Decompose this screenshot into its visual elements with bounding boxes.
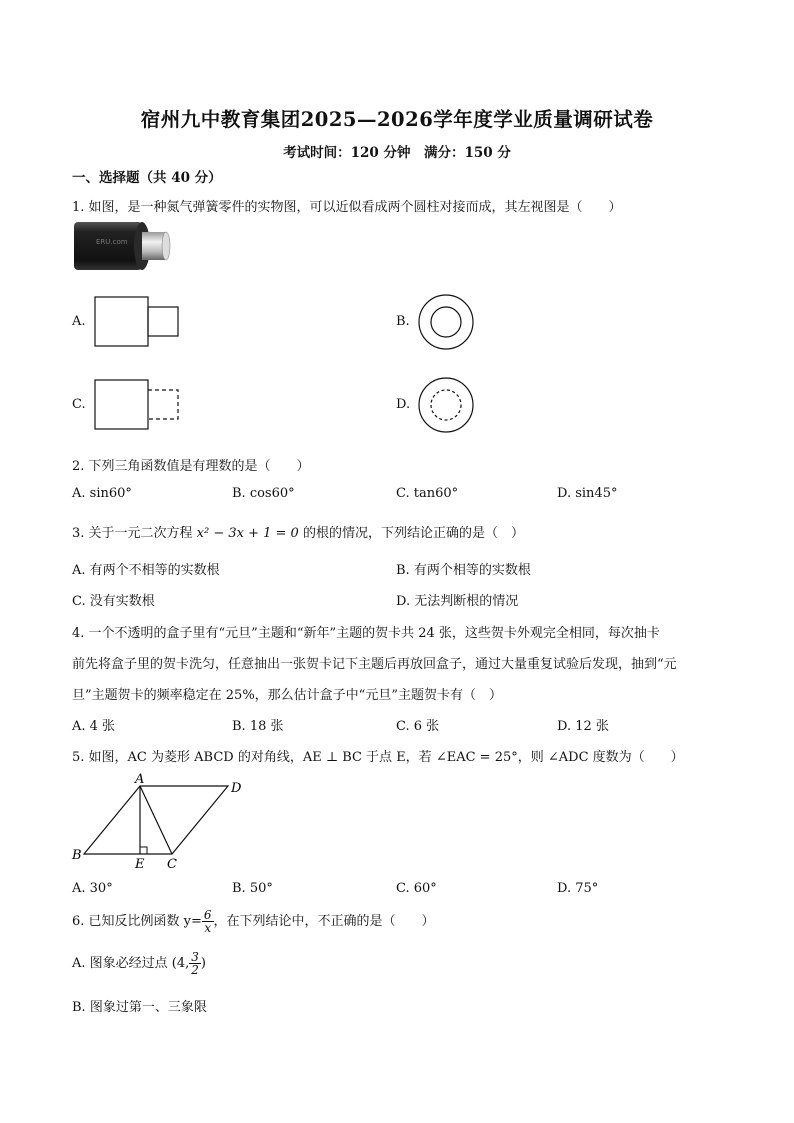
- q6-option-b: B. 图象过第一、三象限: [72, 1000, 207, 1015]
- q1-option-a-figure: [94, 296, 184, 348]
- q6-option-a-denominator: 2: [191, 963, 199, 977]
- q2-option-a: A. sin60°: [72, 486, 132, 501]
- q5-label-e: E: [135, 857, 145, 872]
- q5-option-d: D. 75°: [557, 881, 599, 896]
- q4-stem-line2: 前先将盒子里的贺卡洗匀，任意抽出一张贺卡记下主题后再放回盒子，通过大量重复试验后发现，抽到“元: [72, 657, 677, 672]
- q1-option-b-label: B.: [396, 314, 410, 329]
- q6-option-a: [72, 951, 206, 976]
- q6-fraction: [202, 909, 214, 934]
- q3-stem-post: 的根的情况，下列结论正确的是（ ）: [298, 526, 524, 541]
- q5-label-c: C: [167, 857, 177, 872]
- q1-photo-watermark: ERU.com: [96, 238, 128, 246]
- q1-option-b-figure: [418, 294, 474, 350]
- q4-stem-line3: 旦”主题贺卡的频率稳定在 25%，那么估计盒子中“元旦”主题贺卡有（ ）: [72, 688, 502, 703]
- q6-stem-post: ，在下列结论中，不正确的是（ ）: [213, 914, 435, 929]
- q2-option-c: C. tan60°: [396, 486, 459, 501]
- q3-option-a: A. 有两个不相等的实数根: [72, 563, 220, 578]
- q6-stem: [72, 909, 435, 934]
- q1-photo-big-cylinder: [74, 222, 142, 270]
- q2-option-b: B. cos60°: [232, 486, 295, 501]
- q3-option-b: B. 有两个相等的实数根: [396, 563, 531, 578]
- q5-label-d: D: [231, 781, 242, 796]
- q3-option-c: C. 没有实数根: [72, 594, 155, 609]
- q6-fraction-numerator: 6: [203, 908, 212, 922]
- q5-stem: 5. 如图，AC 为菱形 ABCD 的对角线，AE ⊥ BC 于点 E，若 ∠EAC = 25°，则 ∠ADC 度数为（ ）: [72, 750, 684, 765]
- q4-stem-line1: 4. 一个不透明的盒子里有“元旦”主题和“新年”主题的贺卡共 24 张，这些贺卡外观完全相同，每次抽卡: [72, 626, 660, 641]
- q4-option-a: A. 4 张: [72, 719, 116, 734]
- q2-option-d: D. sin45°: [557, 486, 618, 501]
- q4-option-c: C. 6 张: [396, 719, 440, 734]
- q1-option-c-figure: [94, 379, 184, 431]
- q6-option-a-pre: A. 图象必经过点 (4,: [72, 956, 190, 971]
- q3-option-d: D. 无法判断根的情况: [396, 594, 519, 609]
- q1-stem: 1. 如图，是一种氮气弹簧零件的实物图，可以近似看成两个圆柱对接而成，其左视图是（ ）: [72, 200, 622, 215]
- q5-rhombus-figure: [70, 772, 250, 870]
- q3-stem: [72, 522, 524, 541]
- q6-option-a-post: ): [200, 956, 206, 971]
- q4-option-b: B. 18 张: [232, 719, 284, 734]
- q1-option-c-label: C.: [72, 397, 86, 412]
- q1-photo-rod-end: [162, 232, 170, 260]
- q6-option-a-numerator: 3: [191, 950, 199, 964]
- q3-stem-pre: 3. 关于一元二次方程: [72, 526, 197, 541]
- exam-subtitle: 考试时间：120 分钟 满分：150 分: [283, 145, 511, 161]
- q6-option-a-fraction: [189, 951, 201, 976]
- q1-option-d-label: D.: [396, 397, 411, 412]
- q5-option-b: B. 50°: [232, 881, 273, 896]
- q5-label-a: A: [135, 772, 145, 787]
- q1-option-a-label: A.: [72, 314, 86, 329]
- q5-option-c: C. 60°: [396, 881, 437, 896]
- q3-equation: x² − 3x + 1 = 0: [196, 526, 299, 541]
- q5-option-a: A. 30°: [72, 881, 113, 896]
- q4-option-d: D. 12 张: [557, 719, 609, 734]
- q2-stem: 2. 下列三角函数值是有理数的是（ ）: [72, 459, 310, 474]
- section-choice-heading: 一、选择题（共 40 分）: [72, 170, 222, 186]
- q6-fraction-denominator: x: [204, 921, 212, 935]
- q6-stem-pre: 6. 已知反比例函数 y=: [72, 914, 202, 929]
- q5-label-b: B: [72, 848, 82, 863]
- q1-option-d-figure: [418, 377, 474, 433]
- q1-photo: [72, 220, 172, 272]
- exam-title: 宿州九中教育集团2025—2026学年度学业质量调研试卷: [140, 108, 654, 131]
